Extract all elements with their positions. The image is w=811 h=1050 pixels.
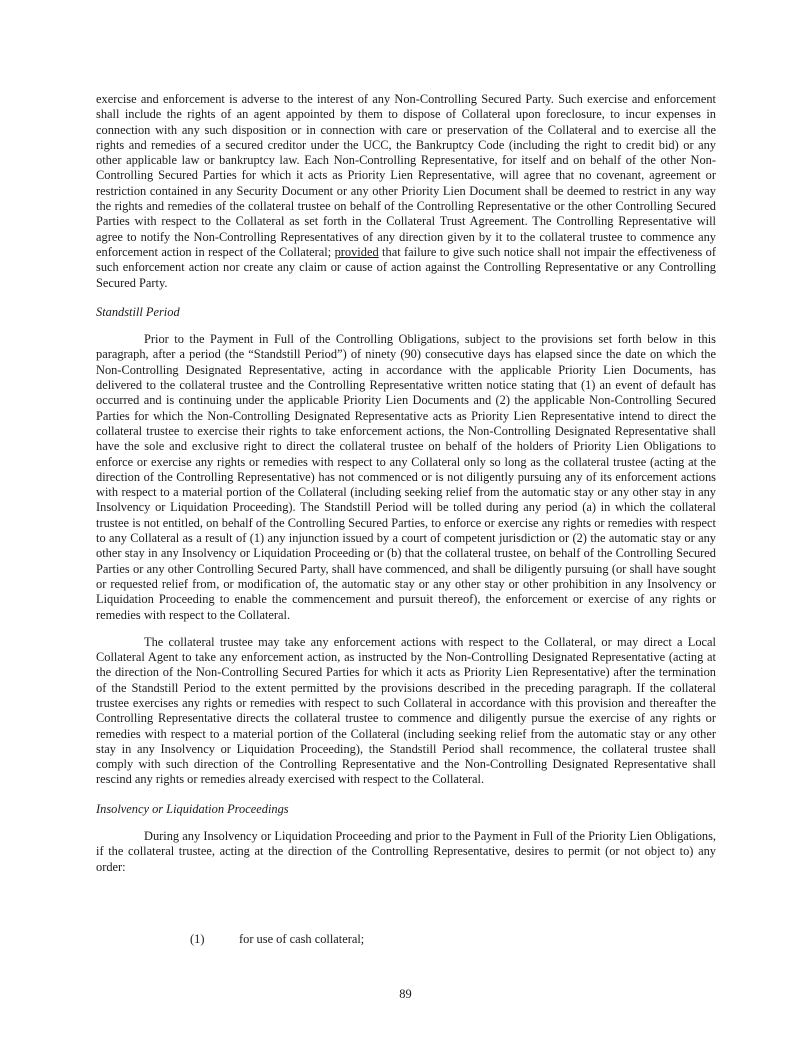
list-item-text: for use of cash collateral; xyxy=(239,932,365,946)
document-body xyxy=(96,92,716,875)
paragraph-enforcement-rights: exercise and enforcement is adverse to the interest of any Non-Controlling Secured Party. Such exercise and enforcement shall include the rights of an agent appointed by them to dispose of Collateral upon foreclosure, to incur expenses in connection with any such disposition or in connection with care or preservation of the Collateral and to exercise all the rights and remedies of a secured creditor under the UCC, the Bankruptcy Code (including the right to credit bid) or any other applicable law or bankruptcy law. Each Non-Controlling Representative, for itself and on behalf of the other Non-Controlling Secured Parties for which it acts as Priority Lien Representative, will agree that no covenant, agreement or restriction contained in any Security Document or any other Priority Lien Document shall be deemed to restrict in any way the rights and remedies of the collateral trustee on behalf of the Controlling Representative or the other Controlling Secured Parties with respect to the Collateral as set forth in the Collateral Trust Agreement. The Controlling Representative will agree to notify the Non-Controlling Representatives of any direction given by it to the collateral trustee to commence any enforcement action in respect of the Collateral; provided that failure to give such notice shall not impair the effectiveness of such enforcement action nor create any claim or cause of action against the Controlling Representative or any Controlling Secured Party. xyxy=(96,92,716,290)
heading-insolvency-proceedings: Insolvency or Liquidation Proceedings xyxy=(96,801,289,816)
paragraph-standstill: Prior to the Payment in Full of the Controlling Obligations, subject to the provisions set forth below in this paragraph, after a period (the “Standstill Period”) of ninety (90) consecutive days has elapsed since the date on which the Non-Controlling Designated Representative, acting in accordance with the applicable Priority Lien Documents, has delivered to the collateral trustee and the Controlling Representative written notice stating that (1) an event of default has occurred and is continuing under the applicable Priority Lien Documents and (2) the applicable Non-Controlling Secured Parties for which the Non-Controlling Designated Representative acts as Priority Lien Representative intend to direct the collateral trustee to exercise their rights to take enforcement actions, the Non-Controlling Designated Representative shall have the sole and exclusive right to direct the collateral trustee on behalf of the holders of Priority Lien Obligations to enforce or exercise any rights or remedies with respect to any Collateral only so long as the collateral trustee (acting at the direction of the Controlling Representative) has not commenced or is not diligently pursuing any of its enforcement actions with respect to a material portion of the Collateral (including seeking relief from the automatic stay or any other stay in any Insolvency or Liquidation Proceeding). The Standstill Period will be tolled during any period (a) in which the collateral trustee is not entitled, on behalf of the Controlling Secured Parties, to enforce or exercise any rights or remedies with respect to any Collateral as a result of (1) any injunction issued by a court of competent jurisdiction or (2) the automatic stay or any other stay in any Insolvency or Liquidation Proceeding or (b) that the collateral trustee, on behalf of the Controlling Secured Parties or any other Controlling Secured Party, shall have commenced, and shall be diligently pursuing (or shall have sought or requested relief from, or modification of, the automatic stay or any other stay or other prohibition in any Insolvency or Liquidation Proceeding to enable the commencement and pursuit thereof), the enforcement or exercise of any rights or remedies with respect to the Collateral. xyxy=(96,332,716,622)
paragraph-collateral-trustee-actions: The collateral trustee may take any enforcement actions with respect to the Collateral, or may direct a Local Collateral Agent to take any enforcement action, as instructed by the Non-Controlling Designated Representative (acting at the direction of the Non-Controlling Secured Parties for which it acts as Priority Lien Representative) after the termination of the Standstill Period to the extent permitted by the provisions described in the preceding paragraph. If the collateral trustee exercises any rights or remedies with respect to such Collateral in accordance with this provision and thereafter the Controlling Representative directs the collateral trustee to commence and diligently pursue the exercise of any rights or remedies with respect to a material portion of the Collateral (including seeking relief from the automatic stay or any other stay in any Insolvency or Liquidation Proceeding), the Standstill Period shall recommence, the collateral trustee shall comply with such direction of the Controlling Representative and the Non-Controlling Designated Representative shall rescind any rights or remedies already exercised with respect to the Collateral. xyxy=(96,634,716,787)
heading-standstill-period: Standstill Period xyxy=(96,304,180,319)
page-number: 89 xyxy=(399,987,412,1001)
list-item-cash-collateral xyxy=(190,932,364,947)
paragraph-insolvency: During any Insolvency or Liquidation Proceeding and prior to the Payment in Full of the Priority Lien Obligations, if the collateral trustee, acting at the direction of the Controlling Representative, desires to permit (or not object to) any order: xyxy=(96,829,716,874)
provided-term: provided xyxy=(334,244,379,259)
list-item-number: (1) xyxy=(190,932,205,946)
